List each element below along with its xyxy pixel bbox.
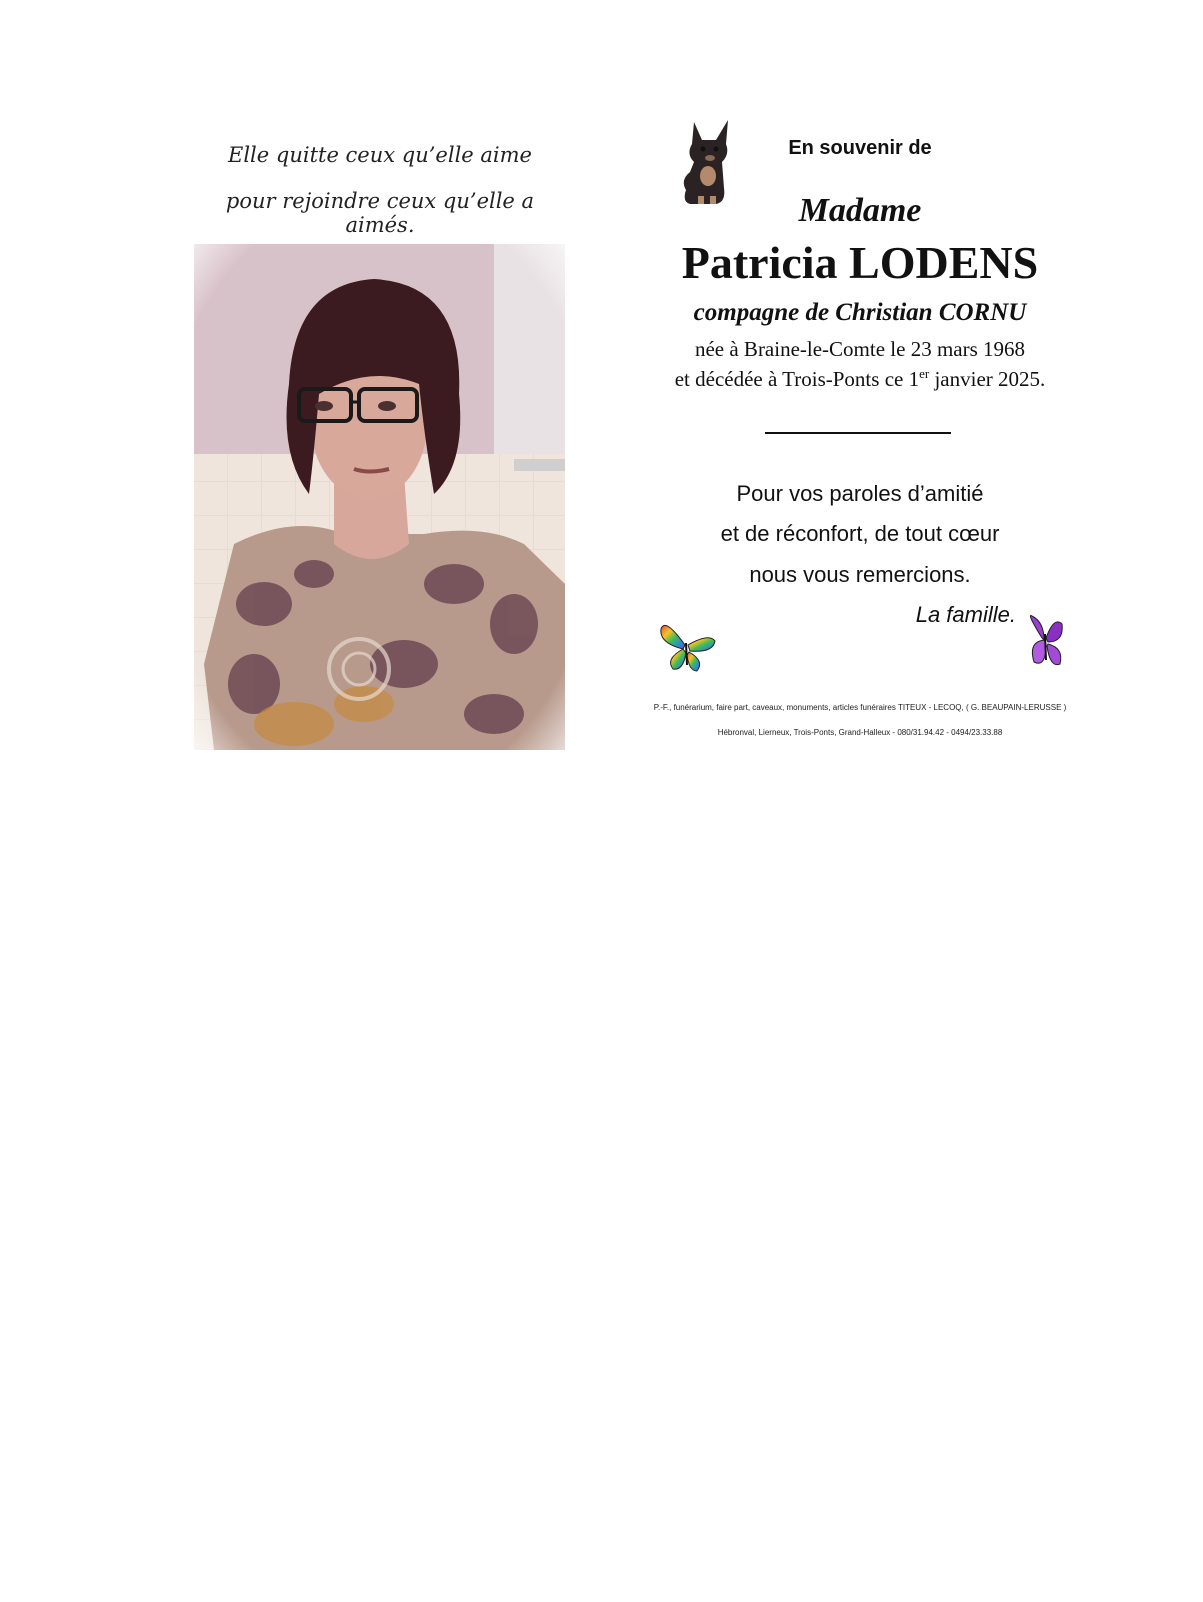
family-signature: La famille. (915, 602, 1016, 627)
divider-rule (765, 432, 951, 434)
funeral-home-services: P.-F., funérarium, faire part, caveaux, monuments, articles funéraires TITEUX - LECOQ, ( G. BEAUPAIN-LERUSSE ) (653, 703, 1067, 712)
honorific-title: Madame (798, 192, 922, 229)
funeral-home-contact: Hébronval, Lierneux, Trois-Ponts, Grand-Halleux - 080/31.94.42 - 0494/23.33.88 (717, 728, 1003, 737)
death-line (620, 366, 1100, 392)
portrait-photo (194, 244, 565, 750)
verse-line-2: pour rejoindre ceux qu’elle a aimés. (225, 189, 535, 237)
birth-line: née à Braine-le-Comte le 23 mars 1968 (694, 337, 1026, 361)
death-line-ordinal: er (919, 366, 930, 381)
death-line-prefix: et décédée à Trois-Ponts ce 1 (674, 367, 920, 391)
thanks-line-1: Pour vos paroles d’amitié (736, 481, 984, 506)
souvenir-heading: En souvenir de (788, 137, 932, 159)
thanks-line-3: nous vous remercions. (749, 562, 971, 587)
death-line-suffix: janvier 2025. (929, 367, 1046, 391)
purple-butterfly-icon (1024, 612, 1066, 670)
deceased-name: Patricia LODENS (681, 237, 1039, 288)
rainbow-butterfly-icon (657, 615, 717, 675)
verse-line-1: Elle quitte ceux qu’elle aime (228, 143, 532, 167)
thanks-line-2: et de réconfort, de tout cœur (720, 521, 1000, 546)
partner-line: compagne de Christian CORNU (693, 299, 1027, 326)
